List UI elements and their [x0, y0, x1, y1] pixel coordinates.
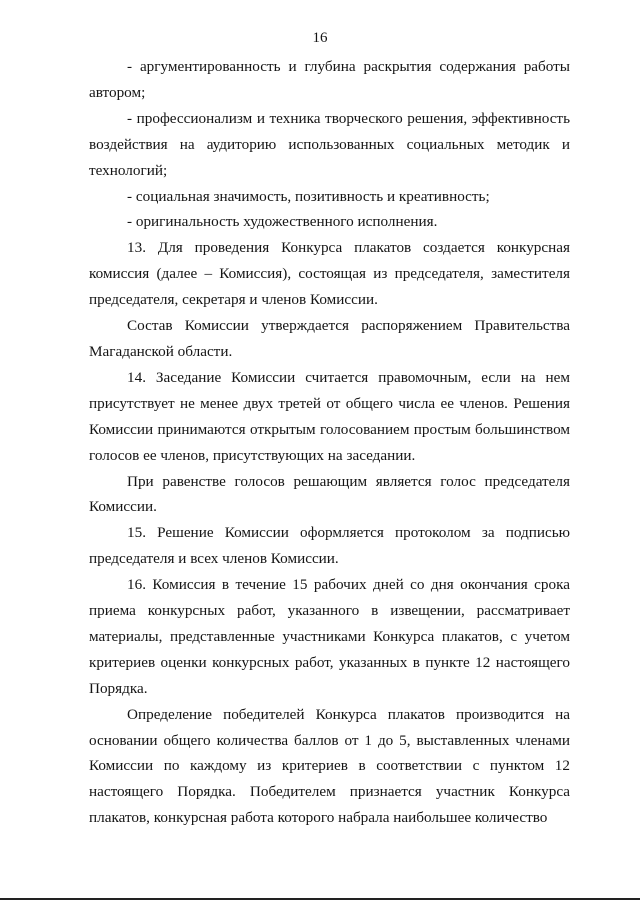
criterion-originality: - оригинальность художественного исполнения. — [127, 213, 438, 231]
commission-composition: Состав Комиссии утверждается распоряжением Правительства Магаданской области. — [89, 317, 570, 360]
clause-15: 15. Решение Комиссии оформляется протоколом за подписью председателя и всех членов Комиссии. — [89, 524, 570, 568]
winner-determination: Определение победителей Конкурса плакатов производится на основании общего количества баллов от 1 до 5, выставленных членами Комиссии по каждому из критериев в соответствии с пунктом 12 настоящего Порядка. Победителем признается участник Конкурса плакатов, конкурсная работа которого набрала наибольшее количество — [89, 705, 570, 827]
clause-13: 13. Для проведения Конкурса плакатов создается конкурсная комиссия (далее – Комиссия), состоящая из председателя, заместителя председателя, секретаря и членов Комиссии. — [89, 239, 570, 309]
page-bottom-edge — [0, 898, 640, 900]
criterion-professionalism: - профессионализм и техника творческого решения, эффективность воздействия на аудиторию использованных социальных методик и технологий; — [89, 109, 570, 179]
clause-16: 16. Комиссия в течение 15 рабочих дней со дня окончания срока приема конкурсных работ, указанного в извещении, рассматривает материалы, представленные участниками Конкурса плакатов, с учетом критериев оценки конкурсных работ, указанных в пункте 12 настоящего Порядка. — [89, 576, 570, 697]
criterion-social-significance: - социальная значимость, позитивность и креативность; — [127, 187, 490, 205]
tie-vote-rule: При равенстве голосов решающим является голос председателя Комиссии. — [89, 472, 570, 516]
criterion-argumentation: - аргументированность и глубина раскрытия содержания работы автором; — [89, 58, 570, 101]
page-number: 16 — [312, 30, 328, 46]
document-body — [89, 54, 570, 831]
clause-14: 14. Заседание Комиссии считается правомочным, если на нем присутствует не менее двух третей от общего числа ее членов. Решения Комиссии принимаются открытым голосованием простым большинством голосов ее членов, присутствующих на заседании. — [89, 368, 570, 464]
